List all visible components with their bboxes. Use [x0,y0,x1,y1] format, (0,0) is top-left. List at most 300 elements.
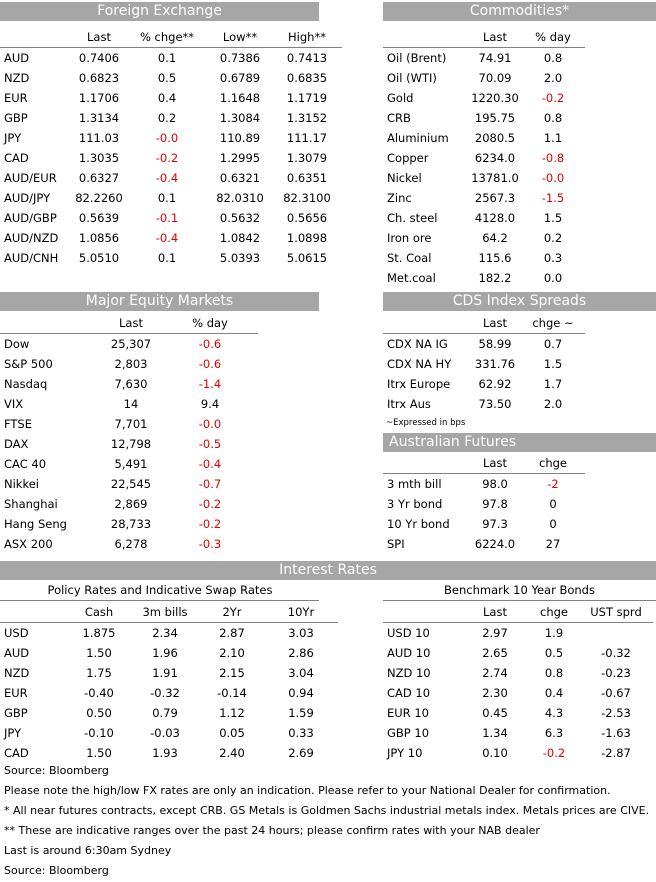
row-label: GBP [4,706,28,720]
cell-value: 58.99 [478,337,512,351]
cell-value [579,623,653,644]
cell-value: 0.0 [543,271,563,285]
table-row [0,208,342,228]
row-label: 3 mth bill [387,477,442,491]
cell-value: -0.4 [155,171,179,185]
column-header: Last [72,26,126,48]
column-header: 3m bills [130,601,200,623]
table-row [0,48,342,69]
row-label: Nikkei [4,477,39,491]
cell-value: 111.17 [286,131,328,145]
table-row [0,334,258,355]
row-label: Dow [4,337,30,351]
table-row [0,623,338,644]
table-row [0,188,342,208]
cell-value: -1.63 [601,726,631,740]
cell-value: -0.6 [198,337,222,351]
column-header: % day [521,26,585,48]
row-label: Gold [387,91,414,105]
row-label: Hang Seng [4,517,67,531]
commodities-table [383,26,585,288]
row-label: 3 Yr bond [387,497,443,511]
cell-value: 82.3100 [283,191,331,205]
cell-value: 0.1 [157,51,177,65]
column-header [0,26,72,48]
cell-value: 1.3079 [286,151,328,165]
row-label: FTSE [4,417,33,431]
cell-value: 0.5632 [219,211,261,225]
cell-value: 0.79 [152,706,178,720]
cell-value: -0.1 [155,211,179,225]
cell-value: 1.0856 [78,231,120,245]
cell-value: 1.91 [152,666,178,680]
cell-value: 74.91 [478,51,512,65]
row-label: Itrx Aus [387,397,431,411]
column-header: chge [521,452,585,474]
cell-value: 2.65 [482,646,508,660]
row-label: Shanghai [4,497,58,511]
cell-value: 0.6321 [219,171,261,185]
row-label: GBP [4,111,28,125]
note-futures: * All near futures contracts, except CRB. GS Metals is Goldmen Sachs industrial metals index. Metals prices are CIVE. [4,804,650,817]
cell-value: 27 [545,537,561,551]
column-header-row [383,312,585,334]
cell-value: 3.04 [288,666,314,680]
cell-value: 1.50 [86,746,112,760]
row-label: NZD [4,71,30,85]
cell-value: 97.8 [482,497,508,511]
cell-value: 1.75 [86,666,112,680]
table-row [0,434,258,454]
row-label: AUD/CNH [4,251,59,265]
cell-value: 1.34 [482,726,508,740]
cell-value: -0.6 [198,357,222,371]
cell-value: 0.5 [157,71,177,85]
cell-value: 1.9 [544,626,564,640]
equity-header: Major Equity Markets [0,292,319,311]
row-label: AUD/EUR [4,171,57,185]
table-row [383,334,585,355]
table-row [383,128,585,148]
cell-value: 2,803 [114,357,148,371]
row-label: Met.coal [387,271,436,285]
cell-value: 2.0 [543,397,563,411]
cell-value: 82.0310 [216,191,264,205]
cell-value: 195.75 [474,111,516,125]
cell-value: 14 [123,397,139,411]
cell-value: -0.32 [150,686,180,700]
table-row [0,228,342,248]
cell-value: 82.2260 [75,191,123,205]
cell-value: 0.7 [543,337,563,351]
cell-value: 111.03 [78,131,120,145]
cell-value: 2567.3 [474,191,516,205]
row-label: Nickel [387,171,422,185]
row-label: 10 Yr bond [387,517,450,531]
cell-value: -0.14 [217,686,247,700]
cell-value: 0.6327 [78,171,120,185]
table-row [0,414,258,434]
cell-value: -1.5 [541,191,565,205]
cell-value: -0.0 [155,131,179,145]
column-header: % chge** [126,26,208,48]
row-label: CRB [387,111,411,125]
column-header: Last [461,601,529,623]
cell-value: 6,278 [114,537,148,551]
cell-value: 0.5656 [286,211,328,225]
cell-value: 0.8 [543,51,563,65]
table-row [383,354,585,374]
cell-value: 1.7 [543,377,563,391]
cell-value: 97.3 [482,517,508,531]
cell-value: 1.3134 [78,111,120,125]
note-fx-disclaimer: Please note the high/low FX rates are only an indication. Please refer to your National Dealer for confirmation. [4,784,611,797]
table-row [383,268,585,288]
cell-value: -1.4 [198,377,222,391]
cds-header: CDS Index Spreads [383,292,656,311]
row-label: EUR [4,686,28,700]
cell-value: 0.10 [482,746,508,760]
cell-value: 115.6 [478,251,512,265]
cell-value: -0.2 [542,746,566,760]
row-label: CDX NA HY [387,357,452,371]
table-row [383,168,585,188]
table-row [383,188,585,208]
row-label: AUD 10 [387,646,431,660]
table-row [383,374,585,394]
cell-value: 7,630 [114,377,148,391]
cell-value: 6224.0 [474,537,516,551]
table-row [0,374,258,394]
row-label: Oil (WTI) [387,71,437,85]
column-header: Last [469,26,521,48]
row-label: CAD [4,746,29,760]
cell-value: 70.09 [478,71,512,85]
row-label: USD [4,626,29,640]
note-time: Last is around 6:30am Sydney [4,844,172,857]
policy-rates-table [0,601,338,763]
table-row [383,108,585,128]
fx-table [0,26,342,268]
table-row [0,108,342,128]
cell-value: 1.96 [152,646,178,660]
cell-value: 73.50 [478,397,512,411]
cell-value: -0.4 [198,457,222,471]
column-header [0,601,68,623]
table-row [383,534,585,554]
commodities-header: Commodities* [383,2,656,21]
row-label: SPI [387,537,405,551]
note-ranges: ** These are indicative ranges over the past 24 hours; please confirm rates with your NAB dealer [4,824,540,837]
column-header: Cash [68,601,130,623]
cell-value: 0.7406 [78,51,120,65]
column-header-row [0,312,258,334]
cell-value: -0.2 [198,517,222,531]
cell-value: 2.0 [543,71,563,85]
cell-value: 0 [549,517,557,531]
row-label: St. Coal [387,251,432,265]
cell-value: -0.67 [601,686,631,700]
cell-value: 1.50 [86,646,112,660]
row-label: AUD/JPY [4,191,51,205]
cell-value: 1.1706 [78,91,120,105]
cell-value: 1.1648 [219,91,261,105]
column-header: % day [162,312,258,334]
cell-value: 5.0393 [219,251,261,265]
cell-value: 0.2 [543,231,563,245]
column-header: UST sprd [579,601,653,623]
cell-value: 4128.0 [474,211,516,225]
cell-value: 2.97 [482,626,508,640]
table-row [383,683,653,703]
row-label: USD 10 [387,626,430,640]
cell-value: 0.6823 [78,71,120,85]
cell-value: 182.2 [478,271,512,285]
column-header: 10Yr [264,601,338,623]
table-row [0,643,338,663]
table-row [0,88,342,108]
cell-value: 0.1 [157,191,177,205]
table-row [0,148,342,168]
column-header: Low** [208,26,272,48]
row-label: ASX 200 [4,537,53,551]
cell-value: 331.76 [474,357,516,371]
cell-value: 98.0 [482,477,508,491]
note-source: Source: Bloomberg [4,764,109,777]
row-label: GBP 10 [387,726,430,740]
cell-value: 5,491 [114,457,148,471]
row-label: Iron ore [387,231,432,245]
cell-value: 9.4 [200,397,220,411]
bonds-subtitle: Benchmark 10 Year Bonds [444,583,595,597]
rates-header: Interest Rates [0,561,656,580]
cell-value: 2.74 [482,666,508,680]
table-row [0,703,338,723]
cds-table [383,312,585,414]
cell-value: 0.8 [544,666,564,680]
column-header-row [383,26,585,48]
cell-value: 1.3035 [78,151,120,165]
cell-value: 1.12 [219,706,245,720]
row-label: DAX [4,437,29,451]
policy-subtitle: Policy Rates and Indicative Swap Rates [47,583,273,597]
column-header [383,26,469,48]
cell-value: -2.87 [601,746,631,760]
column-header-row [383,452,585,474]
cell-value: 0.4 [157,91,177,105]
table-row [383,723,653,743]
row-label: Oil (Brent) [387,51,447,65]
table-row [383,228,585,248]
row-label: AUD [4,646,30,660]
cell-value: 2.15 [219,666,245,680]
table-row [383,663,653,683]
row-label: AUD/NZD [4,231,59,245]
cell-value: 2.86 [288,646,314,660]
table-row [0,168,342,188]
cell-value: 5.0615 [286,251,328,265]
cell-value: 2.34 [152,626,178,640]
row-label: NZD 10 [387,666,431,680]
table-row [0,354,258,374]
table-row [0,128,342,148]
cell-value: 0.6351 [286,171,328,185]
futures-header: Australian Futures [383,433,656,452]
cell-value: 13781.0 [471,171,519,185]
table-row [383,743,653,763]
table-row [383,643,653,663]
cell-value: 0.5 [544,646,564,660]
table-row [0,68,342,88]
cell-value: 2.69 [288,746,314,760]
cell-value: -0.4 [155,231,179,245]
cell-value: 1.5 [543,357,563,371]
row-label: Aluminium [387,131,449,145]
column-header [383,452,469,474]
cell-value: -2.53 [601,706,631,720]
column-header: High** [272,26,342,48]
cell-value: 0.7413 [286,51,328,65]
cell-value: 110.89 [219,131,261,145]
futures-table [383,452,585,554]
table-row [0,683,338,703]
cell-value: -0.2 [155,151,179,165]
table-row [0,454,258,474]
cell-value: 0.6835 [286,71,328,85]
table-row [383,514,585,534]
cell-value: 0.3 [543,251,563,265]
cell-value: -0.2 [198,497,222,511]
table-row [383,494,585,514]
column-header-row [0,601,338,623]
cell-value: -0.10 [84,726,114,740]
cell-value: 0.94 [288,686,314,700]
row-label: JPY [4,726,22,740]
column-header: Last [469,312,521,334]
table-row [0,534,258,554]
cell-value: -0.5 [198,437,222,451]
table-row [0,743,338,763]
cell-value: 0.5639 [78,211,120,225]
column-header: Last [469,452,521,474]
bonds-table [383,601,653,763]
row-label: CAC 40 [4,457,47,471]
row-label: S&P 500 [4,357,53,371]
row-label: CAD 10 [387,686,431,700]
row-label: Zinc [387,191,412,205]
cell-value: 0.05 [219,726,245,740]
cell-value: 1.3084 [219,111,261,125]
cell-value: 0.2 [157,111,177,125]
fx-header: Foreign Exchange [0,2,319,21]
cell-value: -0.23 [601,666,631,680]
cell-value: 2.30 [482,686,508,700]
table-row [383,148,585,168]
column-header: chge ~ [521,312,585,334]
row-label: AUD/GBP [4,211,57,225]
table-row [383,394,585,414]
cell-value: -0.2 [541,91,565,105]
table-row [383,88,585,108]
row-label: CDX NA IG [387,337,448,351]
row-label: JPY 10 [387,746,423,760]
cell-value: 0 [549,497,557,511]
row-label: AUD [4,51,30,65]
cell-value: 1.0842 [219,231,261,245]
row-label: NZD [4,666,30,680]
column-header-row [383,601,653,623]
cell-value: 2.10 [219,646,245,660]
cell-value: 2,869 [114,497,148,511]
cell-value: 1.3152 [286,111,328,125]
table-row [0,394,258,414]
row-label: CAD [4,151,29,165]
column-header: 2Yr [200,601,264,623]
cell-value: 62.92 [478,377,512,391]
table-row [383,623,653,644]
cell-value: 1.93 [152,746,178,760]
column-header: chge [529,601,579,623]
cell-value: 1.1 [543,131,563,145]
row-label: Itrx Europe [387,377,451,391]
cell-value: 2.87 [219,626,245,640]
cell-value: -0.8 [541,151,565,165]
cell-value: -0.03 [150,726,180,740]
cell-value: 3.03 [288,626,314,640]
cell-value: 12,798 [110,437,152,451]
cell-value: 4.3 [544,706,564,720]
note-source-2: Source: Bloomberg [4,864,109,877]
cell-value: 6234.0 [474,151,516,165]
row-label: Nasdaq [4,377,48,391]
row-label: Copper [387,151,429,165]
table-row [0,474,258,494]
cell-value: 0.8 [543,111,563,125]
table-row [0,248,342,268]
column-header: Last [100,312,162,334]
cell-value: 6.3 [544,726,564,740]
cell-value: 0.1 [157,251,177,265]
table-row [0,663,338,683]
table-row [383,703,653,723]
equity-table [0,312,258,554]
cell-value: 7,701 [114,417,148,431]
column-header [383,312,469,334]
column-header [383,601,461,623]
cell-value: 1220.30 [471,91,519,105]
cell-value: -0.0 [198,417,222,431]
cell-value: -0.32 [601,646,631,660]
cell-value: -0.0 [541,171,565,185]
table-row [0,723,338,743]
row-label: Ch. steel [387,211,438,225]
cell-value: -0.3 [198,537,222,551]
cell-value: 28,733 [110,517,152,531]
cell-value: 0.45 [482,706,508,720]
cell-value: 25,307 [110,337,152,351]
cell-value: 1.2995 [219,151,261,165]
row-label: EUR [4,91,28,105]
table-row [383,248,585,268]
cell-value: 2.40 [219,746,245,760]
table-row [0,494,258,514]
cell-value: -0.7 [198,477,222,491]
cell-value: 2080.5 [474,131,516,145]
cell-value: 0.50 [86,706,112,720]
cell-value: 1.875 [82,626,116,640]
table-row [0,514,258,534]
row-label: EUR 10 [387,706,429,720]
